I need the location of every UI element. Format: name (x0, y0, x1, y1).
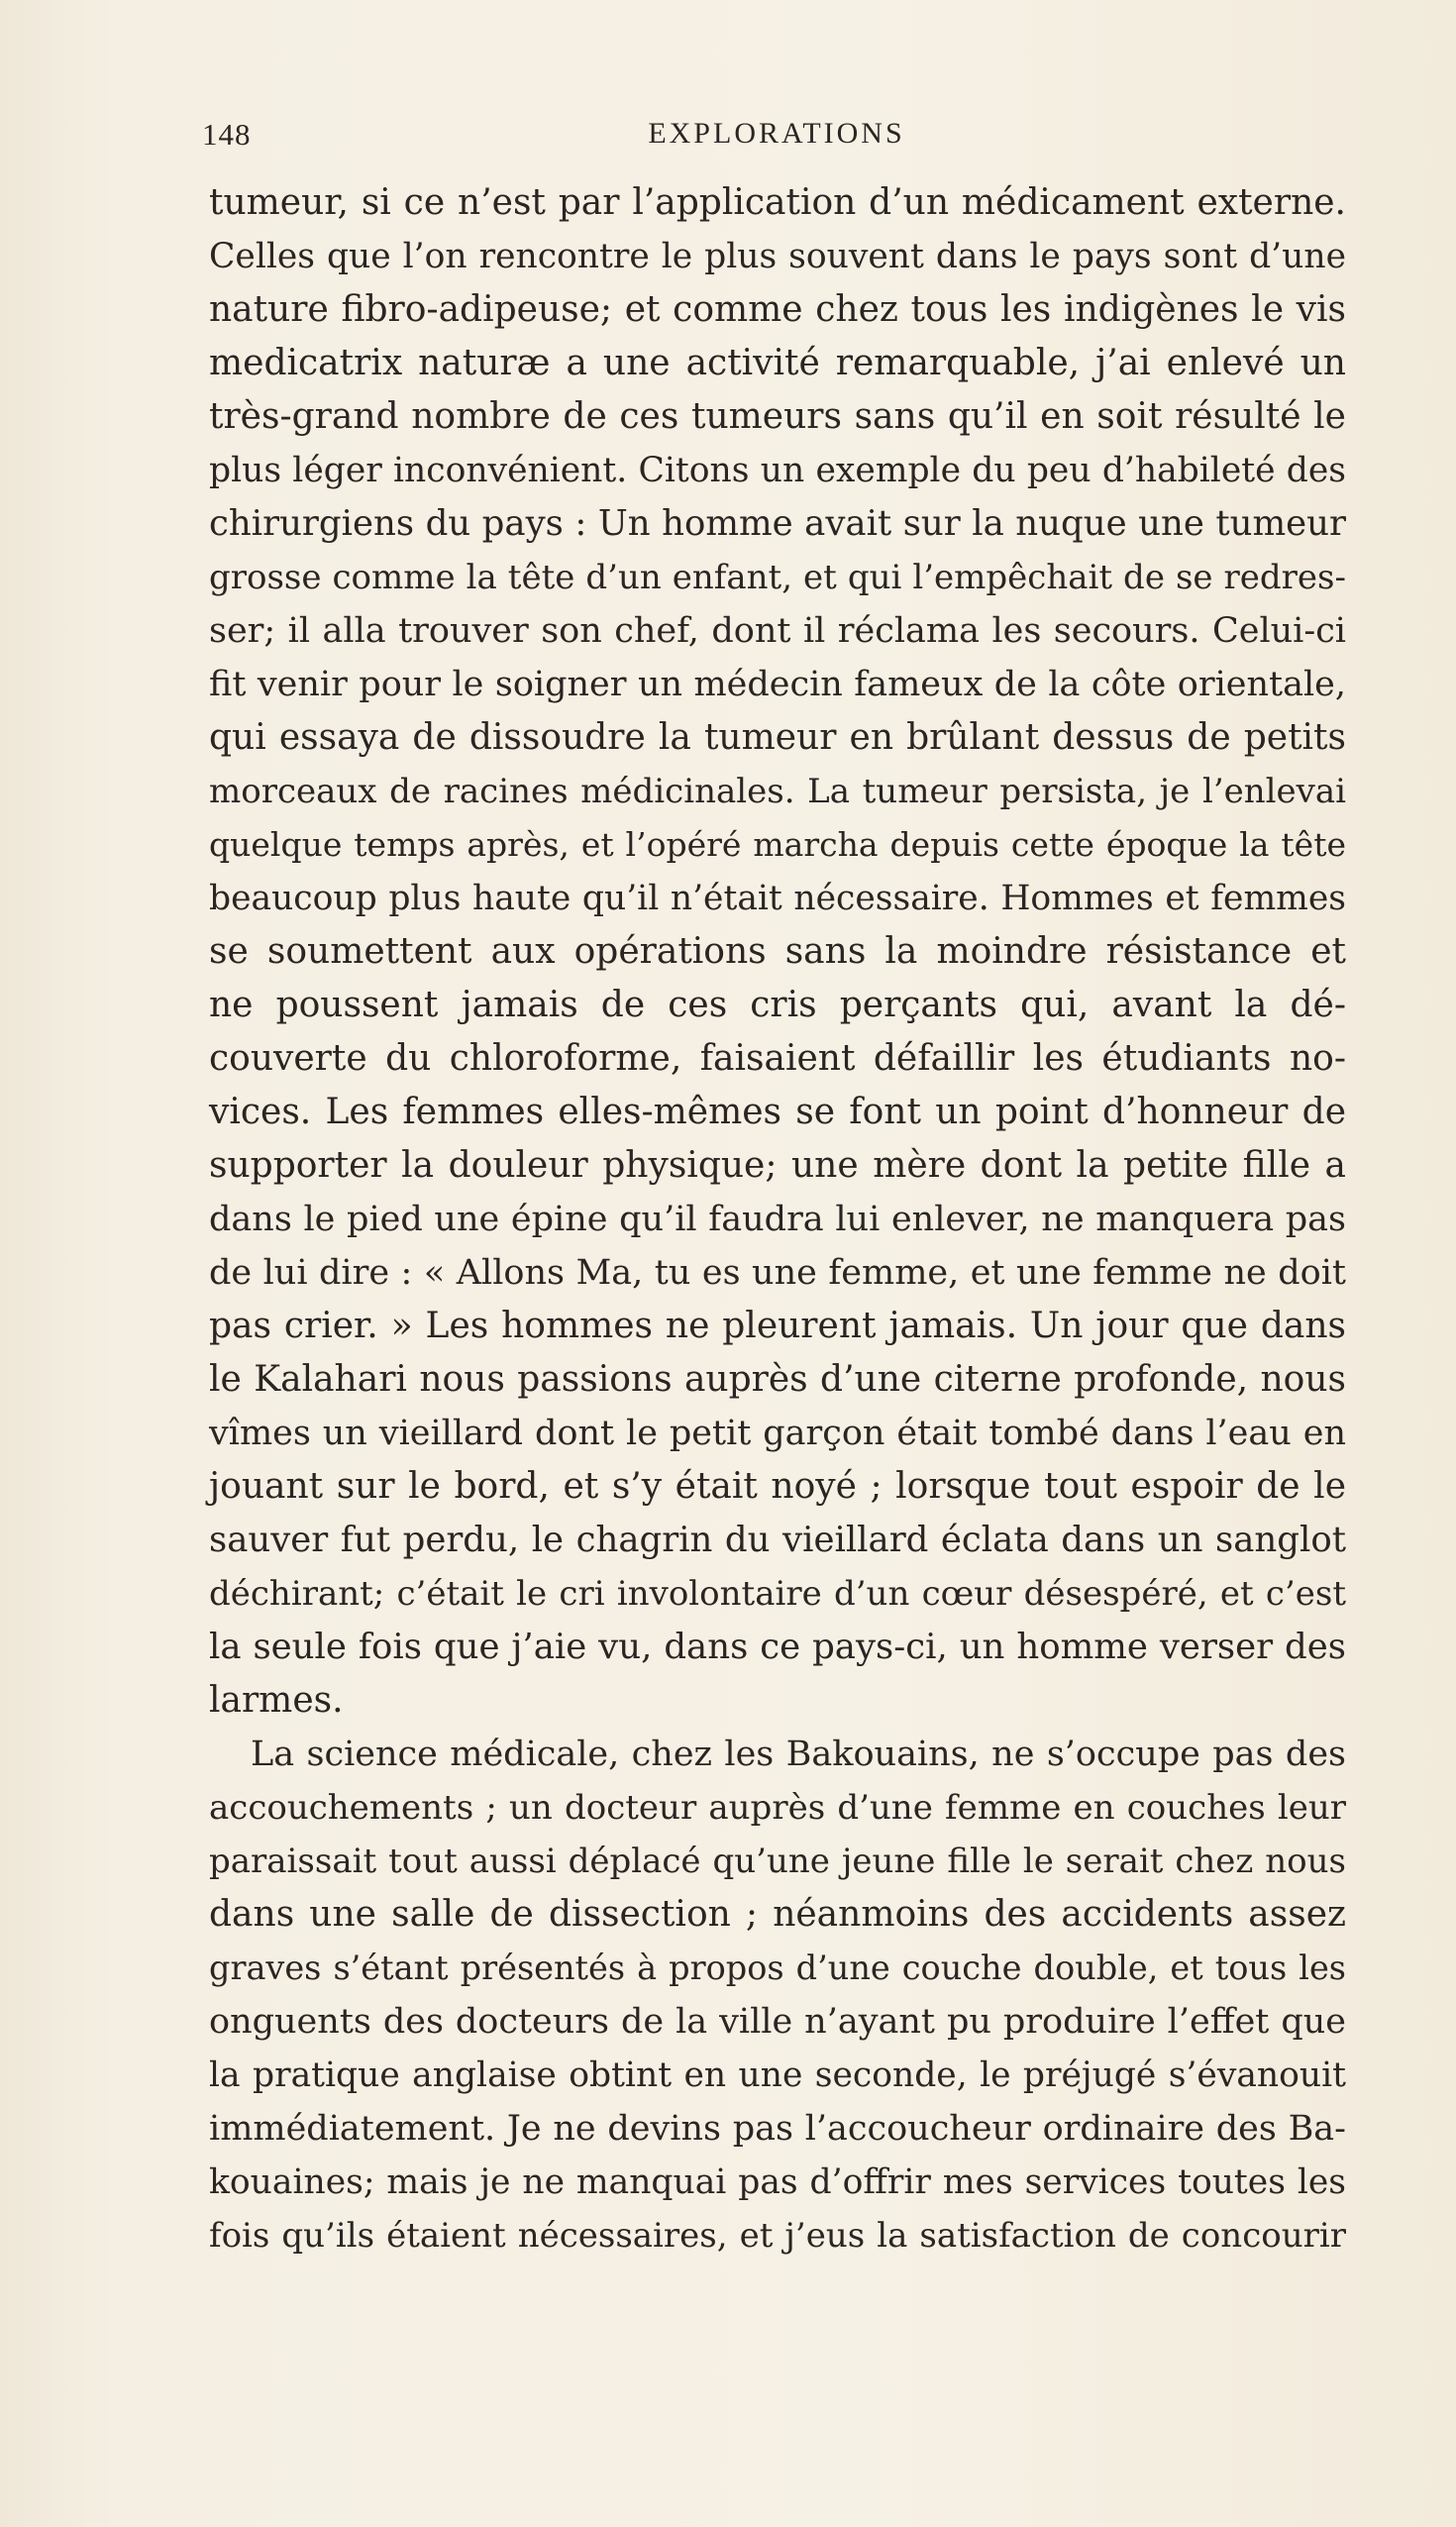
text-line: accouchements ; un docteur auprès d’une femme en couches leur (209, 1788, 1346, 1828)
text-line: La science médicale, chez les Bakouains, ne s’occupe pas des (251, 1735, 1346, 1774)
text-line: jouant sur le bord, et s’y était noyé ; lorsque tout espoir de le (209, 1466, 1346, 1507)
text-line: kouaines; mais je ne manquai pas d’offrir mes services toutes les (209, 2162, 1346, 2202)
text-line: morceaux de racines médicinales. La tumeur persista, je l’enlevai (209, 772, 1346, 811)
text-line: paraissait tout aussi déplacé qu’une jeune fille le serait chez nous (209, 1842, 1346, 1881)
text-line: medicatrix naturæ a une activité remarquable, j’ai enlevé un (209, 343, 1346, 383)
text-line: quelque temps après, et l’opéré marcha depuis cette époque la tête (209, 825, 1346, 864)
text-line: fit venir pour le soigner un médecin fameux de la côte orientale, (209, 665, 1346, 704)
text-line: sauver fut perdu, le chagrin du vieillard éclata dans un sanglot (209, 1520, 1346, 1560)
running-head: EXPLORATIONS (648, 117, 905, 150)
text-line: très-grand nombre de ces tumeurs sans qu’il en soit résulté le (209, 396, 1346, 437)
text-line: dans le pied une épine qu’il faudra lui enlever, ne manquera pas (209, 1200, 1346, 1239)
text-line: nature fibro-adipeuse; et comme chez tous les indigènes le vis (209, 289, 1346, 330)
text-line: le Kalahari nous passions auprès d’une citerne profonde, nous (209, 1359, 1346, 1400)
text-line: la pratique anglaise obtint en une seconde, le préjugé s’évanouit (209, 2055, 1346, 2095)
page-number: 148 (202, 117, 252, 152)
text-line: vîmes un vieillard dont le petit garçon était tombé dans l’eau en (209, 1414, 1346, 1453)
text-line: dans une salle de dissection ; néanmoins des accidents assez (209, 1894, 1346, 1935)
text-line: couverte du chloroforme, faisaient défaillir les étudiants no- (209, 1038, 1346, 1079)
text-line: la seule fois que j’aie vu, dans ce pays-ci, un homme verser des (209, 1627, 1346, 1667)
text-line: onguents des docteurs de la ville n’ayant pu produire l’effet que (209, 2002, 1346, 2042)
text-line: chirurgiens du pays : Un homme avait sur la nuque une tumeur (209, 503, 1346, 544)
text-line: fois qu’ils étaient nécessaires, et j’eus la satisfaction de concourir (209, 2216, 1346, 2256)
text-line: pas crier. » Les hommes ne pleurent jamais. Un jour que dans (209, 1306, 1346, 1346)
page-header (202, 117, 1351, 160)
text-line: se soumettent aux opérations sans la moindre résistance et (209, 931, 1346, 972)
text-line: grosse comme la tête d’un enfant, et qui l’empêchait de se redres- (209, 558, 1346, 597)
text-line: ne poussent jamais de ces cris perçants qui, avant la dé- (209, 985, 1346, 1025)
text-line: tumeur, si ce n’est par l’application d’un médicament externe. (209, 182, 1346, 223)
text-line: graves s’étant présentés à propos d’une couche double, et tous les (209, 1948, 1346, 1987)
body-text (209, 176, 1346, 2263)
text-line: Celles que l’on rencontre le plus souvent dans le pays sont d’une (209, 237, 1346, 276)
text-line: larmes. (209, 1680, 344, 1721)
text-line: ser; il alla trouver son chef, dont il réclama les secours. Celui-ci (209, 611, 1346, 651)
text-line: plus léger inconvénient. Citons un exemple du peu d’habileté des (209, 451, 1346, 490)
text-line: de lui dire : « Allons Ma, tu es une femme, et une femme ne doit (209, 1253, 1346, 1293)
text-line: déchirant; c’était le cri involontaire d’un cœur désespéré, et c’est (209, 1574, 1346, 1614)
text-line: qui essaya de dissoudre la tumeur en brûlant dessus de petits (209, 717, 1346, 758)
text-line: beaucoup plus haute qu’il n’était nécessaire. Hommes et femmes (209, 879, 1346, 918)
text-line: vices. Les femmes elles-mêmes se font un point d’honneur de (209, 1092, 1346, 1132)
text-line: immédiatement. Je ne devins pas l’accoucheur ordinaire des Ba- (209, 2109, 1346, 2149)
text-line: supporter la douleur physique; une mère dont la petite fille a (209, 1145, 1346, 1186)
